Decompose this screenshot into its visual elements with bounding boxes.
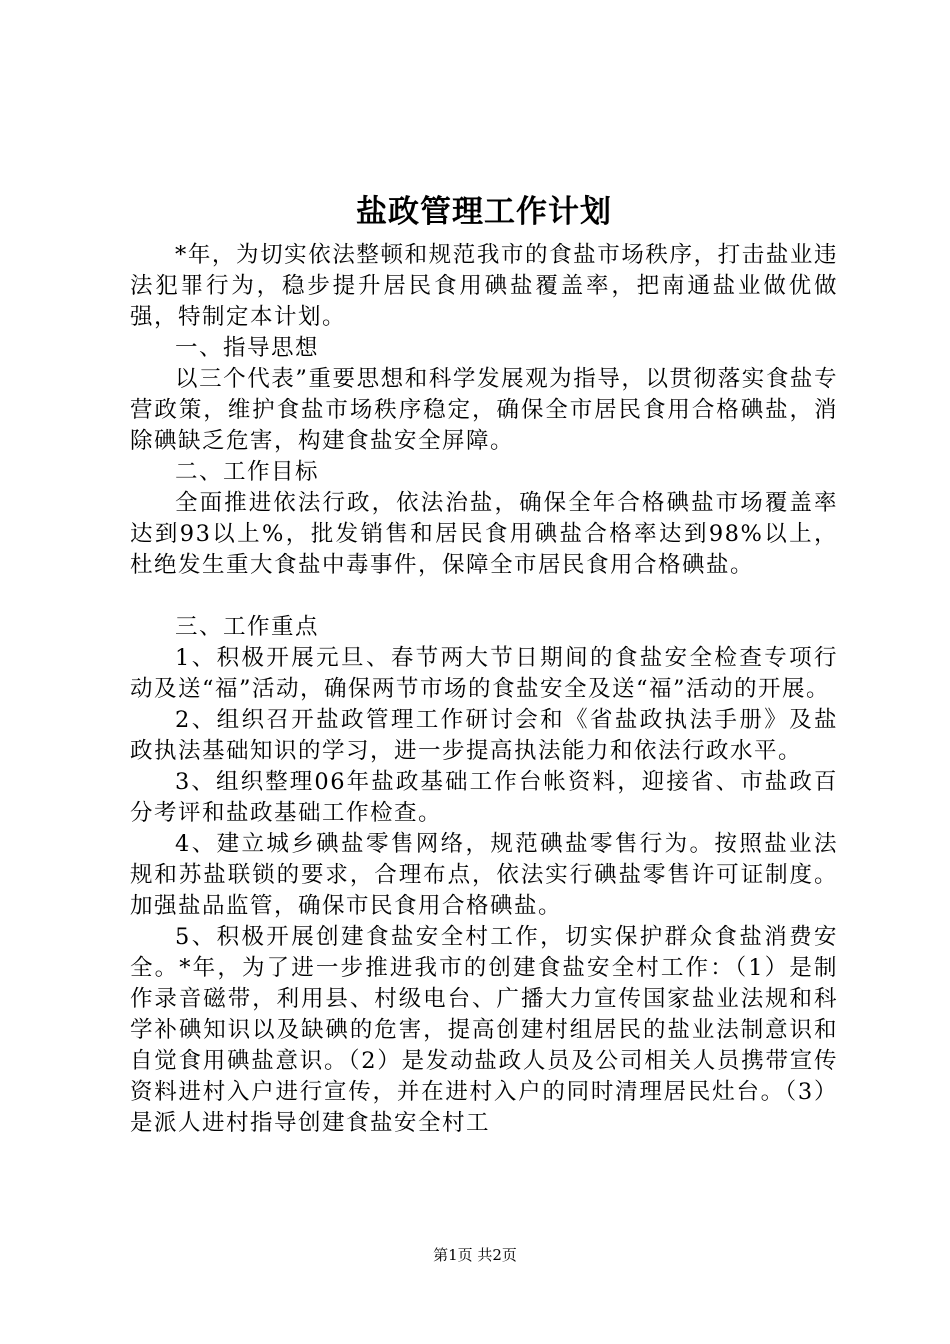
paragraph-gap	[130, 581, 838, 612]
page-footer: 第1页 共2页	[433, 1246, 517, 1264]
document-page	[130, 180, 838, 1139]
guiding-ideology-paragraph: 以三个代表”重要思想和科学发展观为指导，以贯彻落实食盐专营政策，维护食盐市场秩序稳定，确保全市居民食用合格碘盐，消除碘缺乏危害，构建食盐安全屏障。	[130, 366, 838, 454]
intro-paragraph: *年，为切实依法整顿和规范我市的食盐市场秩序，打击盐业违法犯罪行为，稳步提升居民食用碘盐覆盖率，把南通盐业做优做强，特制定本计划。	[130, 242, 838, 330]
work-focus-item-1: 1、积极开展元旦、春节两大节日期间的食盐安全检查专项行动及送“福”活动，确保两节市场的食盐安全及送“福”活动的开展。	[130, 645, 838, 702]
document-title: 盐政管理工作计划	[356, 194, 612, 230]
work-focus-item-5: 5、积极开展创建食盐安全村工作，切实保护群众食盐消费安全。*年，为了进一步推进我市的创建食盐安全村工作：（1）是制作录音磁带，利用县、村级电台、广播大力宣传国家盐业法规和科学补碘知识以及缺碘的危害，提高创建村组居民的盐业法制意识和自觉食用碘盐意识。（2）是发动盐政人员及公司相关人员携带宣传资料进村入户进行宣传，并在进村入户的同时清理居民灶台。（3）是派人进村指导创建食盐安全村工	[130, 924, 838, 1136]
work-focus-item-3: 3、组织整理06年盐政基础工作台帐资料，迎接省、市盐政百分考评和盐政基础工作检查。	[130, 769, 838, 826]
work-focus-item-4: 4、建立城乡碘盐零售网络，规范碘盐零售行为。按照盐业法规和苏盐联锁的要求，合理布点，依法实行碘盐零售许可证制度。加强盐品监管，确保市民食用合格碘盐。	[130, 831, 838, 919]
section-heading-work-focus: 三、工作重点	[175, 614, 320, 640]
section-heading-guiding-ideology: 一、指导思想	[175, 335, 320, 361]
work-goals-paragraph: 全面推进依法行政，依法治盐，确保全年合格碘盐市场覆盖率达到93以上%，批发销售和居民食用碘盐合格率达到98%以上，杜绝发生重大食盐中毒事件，保障全市居民食用合格碘盐。	[130, 490, 838, 578]
work-focus-item-2: 2、组织召开盐政管理工作研讨会和《省盐政执法手册》及盐政执法基础知识的学习，进一步提高执法能力和依法行政水平。	[130, 707, 838, 764]
section-heading-work-goals: 二、工作目标	[175, 459, 320, 485]
